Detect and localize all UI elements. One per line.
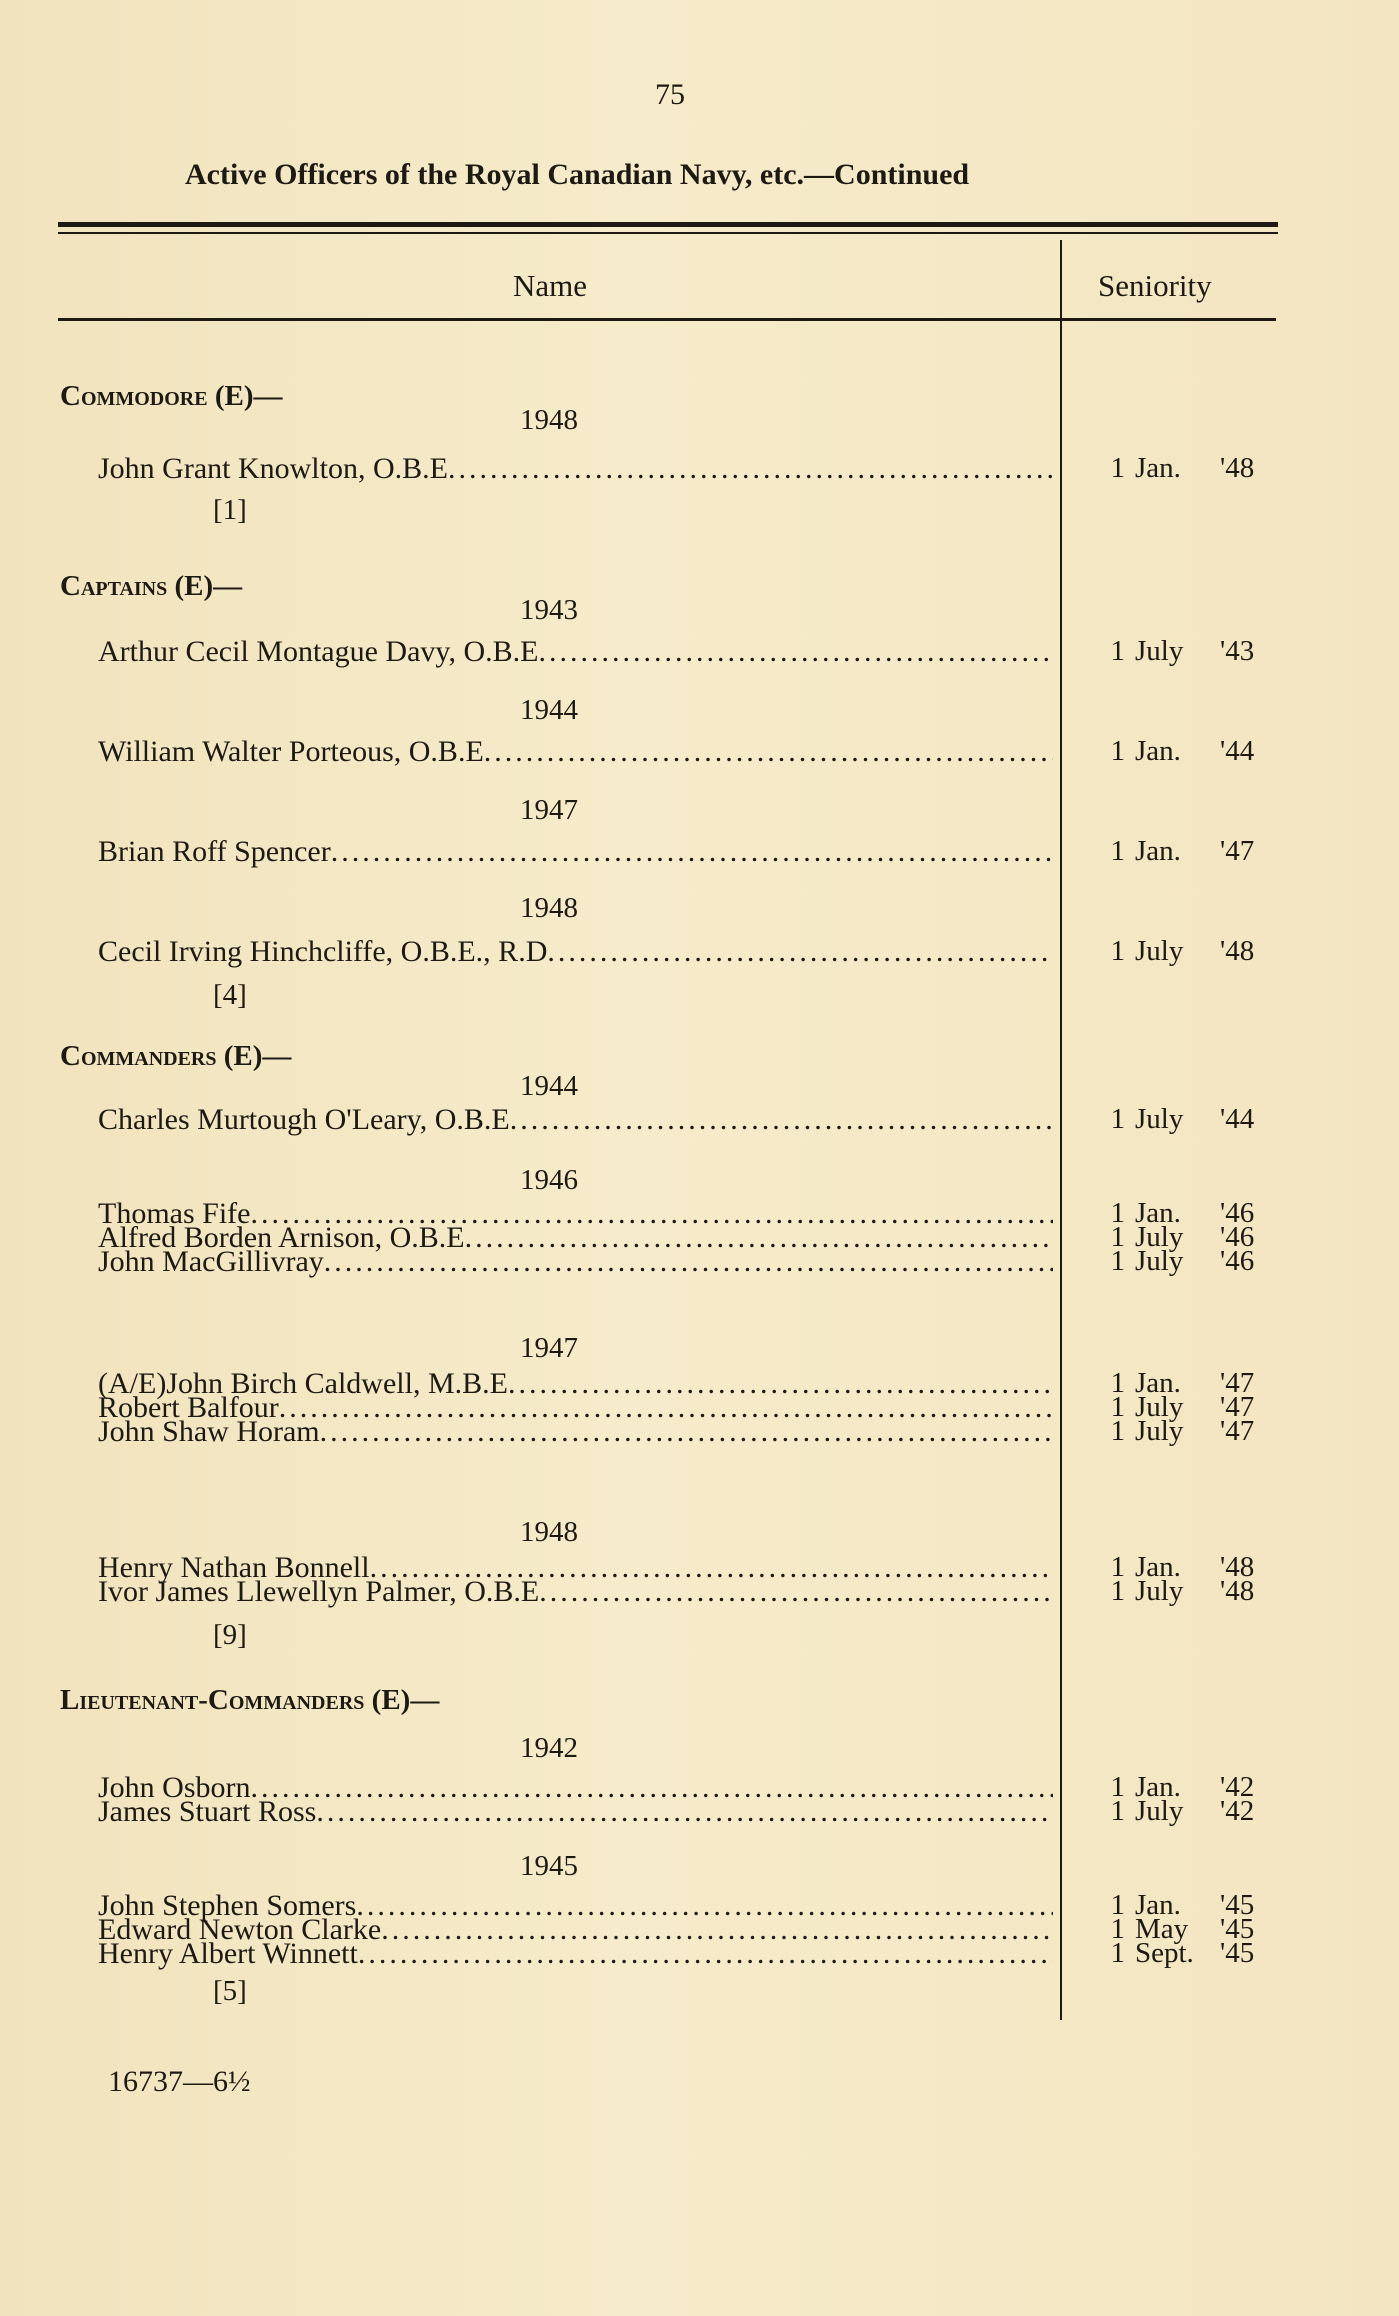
seniority-year: '48 <box>1220 1575 1255 1607</box>
officer-row <box>98 1415 1053 1451</box>
leader-dots <box>510 1103 1053 1137</box>
seniority-month: July <box>1135 935 1184 967</box>
officer-name: Charles Murtough O'Leary, O.B.E <box>98 1103 510 1136</box>
seniority-day: 1 <box>1110 1197 1125 1229</box>
seniority-year: '42 <box>1220 1795 1255 1827</box>
seniority-day: 1 <box>1110 452 1125 484</box>
seniority-year: '45 <box>1220 1913 1255 1945</box>
seniority-month: July <box>1135 1103 1184 1135</box>
seniority-day: 1 <box>1110 1367 1125 1399</box>
officer-name: (A/E)John Birch Caldwell, M.B.E <box>98 1367 508 1400</box>
officer-name: Arthur Cecil Montague Davy, O.B.E <box>98 635 539 668</box>
seniority-year: '47 <box>1220 835 1255 867</box>
seniority-day: 1 <box>1110 635 1125 667</box>
column-header-seniority: Seniority <box>1098 268 1212 303</box>
seniority-year: '45 <box>1220 1889 1255 1921</box>
officer-name: Ivor James Llewellyn Palmer, O.B.E <box>98 1575 540 1608</box>
year-heading: 1943 <box>520 594 578 626</box>
leader-dots <box>316 1795 1053 1829</box>
year-heading: 1947 <box>520 794 578 826</box>
seniority-month: July <box>1135 635 1184 667</box>
officer-name: Alfred Borden Arnison, O.B.E <box>98 1221 465 1254</box>
seniority-day: 1 <box>1110 1937 1125 1969</box>
year-heading: 1944 <box>520 694 578 726</box>
seniority-month: Jan. <box>1135 835 1181 867</box>
page-number: 75 <box>655 78 685 111</box>
leader-dots <box>324 1245 1053 1279</box>
year-heading: 1947 <box>520 1332 578 1364</box>
seniority-day: 1 <box>1110 835 1125 867</box>
leader-dots <box>358 1937 1053 1971</box>
year-heading: 1946 <box>520 1164 578 1196</box>
seniority-month: Sept. <box>1135 1937 1194 1969</box>
officer-name: Thomas Fife <box>98 1197 251 1230</box>
seniority-day: 1 <box>1110 1103 1125 1135</box>
seniority-month: Jan. <box>1135 1197 1181 1229</box>
header-rule <box>58 318 1276 321</box>
seniority-year: '48 <box>1220 1551 1255 1583</box>
column-divider <box>1060 240 1062 2020</box>
officer-name: John Osborn <box>98 1771 251 1804</box>
double-rule-top <box>58 222 1278 227</box>
seniority-month: Jan. <box>1135 1551 1181 1583</box>
officer-row <box>98 1795 1053 1831</box>
officer-row <box>98 1103 1053 1139</box>
seniority-day: 1 <box>1110 1575 1125 1607</box>
officer-row <box>98 1575 1053 1611</box>
running-title: Active Officers of the Royal Canadian Navy, etc.—Continued <box>185 158 970 191</box>
officer-name: Henry Albert Winnett <box>98 1937 358 1970</box>
printer-code: 16737—6½ <box>108 2065 251 2098</box>
footnote-marker: [5] <box>213 1975 247 2007</box>
seniority-year: '45 <box>1220 1937 1255 1969</box>
officer-row <box>98 635 1053 671</box>
seniority-year: '48 <box>1220 935 1255 967</box>
officer-name: William Walter Porteous, O.B.E <box>98 735 484 768</box>
officer-name: John Grant Knowlton, O.B.E <box>98 452 448 485</box>
seniority-year: '46 <box>1220 1245 1255 1277</box>
seniority-day: 1 <box>1110 1221 1125 1253</box>
seniority-day: 1 <box>1110 1889 1125 1921</box>
leader-dots <box>448 452 1053 486</box>
seniority-day: 1 <box>1110 1391 1125 1423</box>
officer-name: John MacGillivray <box>98 1245 324 1278</box>
officer-name: Brian Roff Spencer <box>98 835 331 868</box>
seniority-month: Jan. <box>1135 1367 1181 1399</box>
officer-row <box>98 835 1053 871</box>
seniority-year: '47 <box>1220 1391 1255 1423</box>
seniority-day: 1 <box>1110 1551 1125 1583</box>
leader-dots <box>539 1575 1053 1609</box>
footnote-marker: [1] <box>213 494 247 526</box>
seniority-month: Jan. <box>1135 1889 1181 1921</box>
leader-dots <box>331 835 1053 869</box>
seniority-year: '47 <box>1220 1367 1255 1399</box>
seniority-year: '47 <box>1220 1415 1255 1447</box>
seniority-day: 1 <box>1110 1913 1125 1945</box>
rank-heading: Commanders (E)— <box>60 1040 292 1072</box>
leader-dots <box>320 1415 1053 1449</box>
leader-dots <box>484 735 1053 769</box>
seniority-year: '44 <box>1220 735 1255 767</box>
seniority-day: 1 <box>1110 1771 1125 1803</box>
rank-heading: Commodore (E)— <box>60 380 283 412</box>
officer-row <box>98 452 1053 488</box>
year-heading: 1948 <box>520 892 578 924</box>
seniority-month: Jan. <box>1135 452 1181 484</box>
rank-heading: Lieutenant-Commanders (E)— <box>60 1684 440 1716</box>
year-heading: 1942 <box>520 1732 578 1764</box>
footnote-marker: [9] <box>213 1619 247 1651</box>
column-header-name: Name <box>513 268 588 303</box>
officer-row <box>98 935 1053 971</box>
officer-row <box>98 1937 1053 1973</box>
officer-name: James Stuart Ross <box>98 1795 317 1828</box>
officer-name: John Stephen Somers <box>98 1889 357 1922</box>
seniority-month: July <box>1135 1391 1184 1423</box>
seniority-year: '46 <box>1220 1221 1255 1253</box>
seniority-day: 1 <box>1110 935 1125 967</box>
year-heading: 1948 <box>520 1516 578 1548</box>
seniority-year: '46 <box>1220 1197 1255 1229</box>
rank-heading: Captains (E)— <box>60 570 243 602</box>
seniority-month: July <box>1135 1415 1184 1447</box>
double-rule-bottom <box>58 232 1278 234</box>
seniority-month: July <box>1135 1221 1184 1253</box>
officer-name: Edward Newton Clarke <box>98 1913 382 1946</box>
leader-dots <box>547 935 1053 969</box>
seniority-day: 1 <box>1110 735 1125 767</box>
seniority-day: 1 <box>1110 1245 1125 1277</box>
officer-name: Robert Balfour <box>98 1391 279 1424</box>
seniority-month: May <box>1135 1913 1189 1945</box>
footnote-marker: [4] <box>213 979 247 1011</box>
officer-name: Cecil Irving Hinchcliffe, O.B.E., R.D <box>98 935 548 968</box>
seniority-year: '42 <box>1220 1771 1255 1803</box>
year-heading: 1948 <box>520 404 578 436</box>
seniority-year: '48 <box>1220 452 1255 484</box>
officer-name: John Shaw Horam <box>98 1415 320 1448</box>
seniority-year: '44 <box>1220 1103 1255 1135</box>
seniority-day: 1 <box>1110 1795 1125 1827</box>
seniority-month: Jan. <box>1135 1771 1181 1803</box>
seniority-month: Jan. <box>1135 735 1181 767</box>
officer-row <box>98 1245 1053 1281</box>
officer-row <box>98 735 1053 771</box>
seniority-month: July <box>1135 1795 1184 1827</box>
seniority-year: '43 <box>1220 635 1255 667</box>
year-heading: 1945 <box>520 1850 578 1882</box>
leader-dots <box>538 635 1053 669</box>
officer-name: Henry Nathan Bonnell <box>98 1551 370 1584</box>
seniority-day: 1 <box>1110 1415 1125 1447</box>
seniority-month: July <box>1135 1575 1184 1607</box>
year-heading: 1944 <box>520 1070 578 1102</box>
seniority-month: July <box>1135 1245 1184 1277</box>
